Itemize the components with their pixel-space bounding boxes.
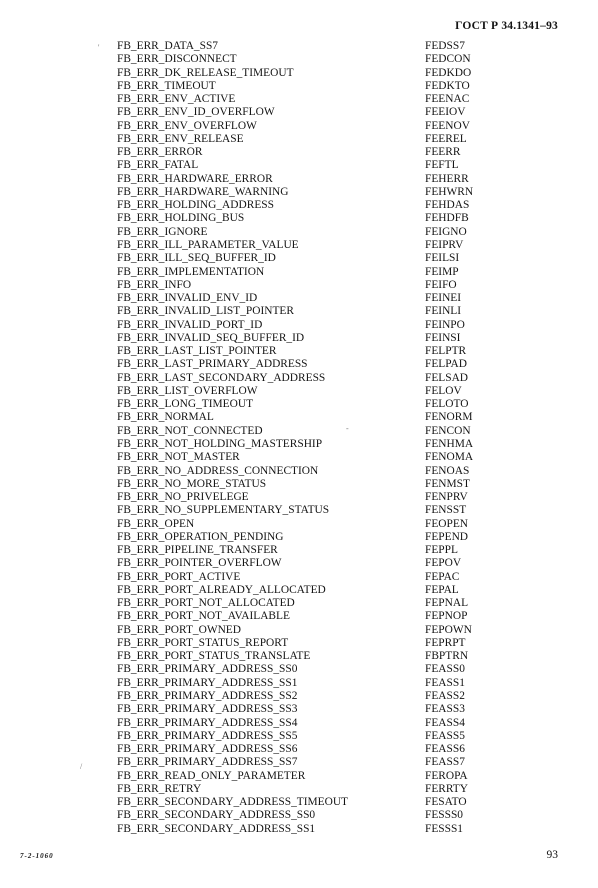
- list-item: [117, 796, 557, 809]
- error-short-code: FEASS1: [425, 676, 465, 689]
- error-short-code: FEIGNO: [425, 225, 467, 238]
- list-item: [117, 411, 557, 424]
- error-constant-name: FB_ERR_PRIMARY_ADDRESS_SS3: [117, 703, 298, 716]
- error-constant-name: FB_ERR_PORT_ALREADY_ALLOCATED: [117, 583, 326, 596]
- error-constant-name: FB_ERR_INVALID_ENV_ID: [117, 292, 258, 305]
- list-item: [117, 93, 557, 106]
- error-constant-name: FB_ERR_PRIMARY_ADDRESS_SS1: [117, 676, 298, 689]
- list-item: [117, 717, 557, 730]
- list-item: [117, 624, 557, 637]
- error-short-code: FEPPL: [425, 544, 458, 557]
- error-constant-name: FB_ERR_PORT_STATUS_TRANSLATE: [117, 650, 311, 663]
- error-short-code: FESSS0: [425, 809, 463, 822]
- list-item: [117, 226, 557, 239]
- error-constant-name: FB_ERR_ILL_SEQ_BUFFER_ID: [117, 252, 276, 265]
- error-short-code: FEASS3: [425, 703, 465, 716]
- list-item: [117, 584, 557, 597]
- error-short-code: FENSST: [425, 504, 467, 517]
- list-item: [117, 319, 557, 332]
- error-constant-name: FB_ERR_PRIMARY_ADDRESS_SS6: [117, 743, 298, 756]
- error-short-code: FELPTR: [425, 345, 467, 358]
- error-constant-name: FB_ERR_ENV_RELEASE: [117, 132, 244, 145]
- error-constant-name: FB_ERR_OPEN: [117, 517, 195, 530]
- error-constant-name: FB_ERR_IGNORE: [117, 225, 208, 238]
- list-item: [117, 292, 557, 305]
- list-item: [117, 199, 557, 212]
- error-short-code: FEROPA: [425, 769, 468, 782]
- list-item: [117, 637, 557, 650]
- error-constant-name: FB_ERR_ERROR: [117, 146, 203, 159]
- list-item: [117, 438, 557, 451]
- error-short-code: FEPAC: [425, 570, 460, 583]
- list-item: [117, 491, 557, 504]
- list-item: [117, 756, 557, 769]
- list-item: [117, 159, 557, 172]
- list-item: [117, 557, 557, 570]
- error-short-code: FEDSS7: [425, 40, 465, 52]
- error-short-code: FEIMP: [425, 265, 459, 278]
- list-item: [117, 597, 557, 610]
- list-item: [117, 358, 557, 371]
- error-constant-name: FB_ERR_NOT_HOLDING_MASTERSHIP: [117, 437, 323, 450]
- error-short-code: FESATO: [425, 796, 467, 809]
- error-constant-name: FB_ERR_NO_PRIVELEGE: [117, 491, 249, 504]
- error-short-code: FENPRV: [425, 491, 468, 504]
- list-item: [117, 106, 557, 119]
- error-constant-name: FB_ERR_TIMEOUT: [117, 79, 216, 92]
- error-short-code: FEPAL: [425, 583, 459, 596]
- list-item: [117, 266, 557, 279]
- error-constant-name: FB_ERR_INVALID_PORT_ID: [117, 318, 263, 331]
- list-item: [117, 279, 557, 292]
- error-constant-name: FB_ERR_NO_SUPPLEMENTARY_STATUS: [117, 504, 330, 517]
- error-constant-name: FB_ERR_ILL_PARAMETER_VALUE: [117, 238, 299, 251]
- list-item: [117, 212, 557, 225]
- error-short-code: FEENAC: [425, 93, 470, 106]
- error-short-code: FEIFO: [425, 278, 457, 291]
- list-item: [117, 385, 557, 398]
- error-short-code: FEDCON: [425, 53, 471, 66]
- error-short-code: FERRTY: [425, 782, 468, 795]
- error-short-code: FEASS4: [425, 716, 465, 729]
- error-short-code: FEPRPT: [425, 636, 466, 649]
- list-item: [117, 823, 557, 836]
- error-constant-name: FB_ERR_PIPELINE_TRANSFER: [117, 544, 278, 557]
- error-constant-name: FB_ERR_LAST_PRIMARY_ADDRESS: [117, 358, 308, 371]
- error-short-code: FENHMA: [425, 437, 474, 450]
- error-short-code: FEILSI: [425, 252, 460, 265]
- error-constant-name: FB_ERR_DK_RELEASE_TIMEOUT: [117, 66, 294, 79]
- scan-mark: /: [80, 762, 83, 771]
- list-item: [117, 690, 557, 703]
- error-short-code: FEHWRN: [425, 185, 474, 198]
- error-short-code: FEHDFB: [425, 212, 469, 225]
- list-item: [117, 770, 557, 783]
- scan-mark: -: [346, 424, 349, 433]
- print-code: 7-2-1060: [20, 852, 54, 860]
- error-short-code: FEIPRV: [425, 238, 464, 251]
- error-constant-name: FB_ERR_NOT_CONNECTED: [117, 424, 263, 437]
- list-item: [117, 67, 557, 80]
- error-short-code: FEDKDO: [425, 66, 472, 79]
- error-constant-name: FB_ERR_DISCONNECT: [117, 53, 237, 66]
- error-short-code: FELOTO: [425, 398, 469, 411]
- list-item: [117, 305, 557, 318]
- error-short-code: FEPNAL: [425, 597, 469, 610]
- error-constant-name: FB_ERR_LIST_OVERFLOW: [117, 384, 258, 397]
- error-short-code: FEEIOV: [425, 106, 466, 119]
- list-item: [117, 252, 557, 265]
- list-item: [117, 730, 557, 743]
- error-short-code: FEHDAS: [425, 199, 470, 212]
- error-short-code: FEHERR: [425, 172, 469, 185]
- list-item: [117, 571, 557, 584]
- list-item: [117, 465, 557, 478]
- error-short-code: FEPNOP: [425, 610, 468, 623]
- error-short-code: FENMST: [425, 477, 470, 490]
- error-short-code: FENOAS: [425, 464, 470, 477]
- error-short-code: FENCON: [425, 424, 471, 437]
- error-constant-name: FB_ERR_HOLDING_ADDRESS: [117, 199, 274, 212]
- error-short-code: FBPTRN: [425, 650, 469, 663]
- error-short-code: FEDKTO: [425, 79, 470, 92]
- error-short-code: FEINSI: [425, 331, 461, 344]
- error-constant-name: FB_ERR_PORT_OWNED: [117, 623, 241, 636]
- list-item: [117, 239, 557, 252]
- error-short-code: FEASS7: [425, 756, 465, 769]
- error-short-code: FEPOV: [425, 557, 462, 570]
- list-item: [117, 398, 557, 411]
- error-short-code: FELSAD: [425, 371, 469, 384]
- error-constant-name: FB_ERR_PORT_STATUS_REPORT: [117, 636, 289, 649]
- list-item: [117, 345, 557, 358]
- error-short-code: FEENOV: [425, 119, 470, 132]
- list-item: [117, 544, 557, 557]
- list-item: [117, 80, 557, 93]
- error-constant-name: FB_ERR_SECONDARY_ADDRESS_SS0: [117, 809, 316, 822]
- list-item: [117, 425, 557, 438]
- error-constant-name: FB_ERR_HARDWARE_WARNING: [117, 185, 289, 198]
- error-constant-name: FB_ERR_NOT_MASTER: [117, 451, 240, 464]
- error-constant-name: FB_ERR_OPERATION_PENDING: [117, 530, 284, 543]
- error-short-code: FEASS0: [425, 663, 465, 676]
- error-constant-name: FB_ERR_SECONDARY_ADDRESS_TIMEOUT: [117, 796, 349, 809]
- list-item: [117, 610, 557, 623]
- error-constant-name: FB_ERR_PRIMARY_ADDRESS_SS0: [117, 663, 298, 676]
- error-constant-name: FB_ERR_NORMAL: [117, 411, 214, 424]
- list-item: [117, 504, 557, 517]
- error-short-code: FENOMA: [425, 451, 474, 464]
- error-constant-name: FB_ERR_ENV_ACTIVE: [117, 93, 236, 106]
- error-constant-name: FB_ERR_NO_ADDRESS_CONNECTION: [117, 464, 319, 477]
- error-short-code: FEASS6: [425, 743, 465, 756]
- list-item: [117, 663, 557, 676]
- list-item: [117, 478, 557, 491]
- list-item: [117, 146, 557, 159]
- list-item: [117, 650, 557, 663]
- error-short-code: FEINEI: [425, 292, 462, 305]
- error-short-code: FEASS2: [425, 690, 465, 703]
- error-constant-name: FB_ERR_PORT_ACTIVE: [117, 570, 241, 583]
- error-short-code: FEINPO: [425, 318, 465, 331]
- error-short-code: FEASS5: [425, 729, 465, 742]
- document-standard-header: ГОСТ Р 34.1341–93: [455, 20, 558, 32]
- error-constant-name: FB_ERR_SECONDARY_ADDRESS_SS1: [117, 822, 316, 835]
- list-item: [117, 518, 557, 531]
- error-short-code: FEINLI: [425, 305, 462, 318]
- list-item: [117, 783, 557, 796]
- error-constant-name: FB_ERR_NO_MORE_STATUS: [117, 477, 267, 490]
- error-short-code: FEEREL: [425, 132, 467, 145]
- list-item: [117, 173, 557, 186]
- error-constant-name: FB_ERR_LAST_SECONDARY_ADDRESS: [117, 371, 326, 384]
- error-constant-name: FB_ERR_LAST_LIST_POINTER: [117, 345, 277, 358]
- list-item: [117, 40, 557, 53]
- error-constant-name: FB_ERR_PRIMARY_ADDRESS_SS7: [117, 756, 298, 769]
- error-constant-name: FB_ERR_POINTER_OVERFLOW: [117, 557, 282, 570]
- list-item: [117, 133, 557, 146]
- error-constant-name: FB_ERR_RETRY: [117, 782, 202, 795]
- error-short-code: FEFTL: [425, 159, 459, 172]
- error-constant-name: FB_ERR_DATA_SS7: [117, 40, 218, 52]
- error-constant-name: FB_ERR_READ_ONLY_PARAMETER: [117, 769, 306, 782]
- list-item: [117, 53, 557, 66]
- page-number: 93: [546, 849, 558, 861]
- error-short-code: FEPOWN: [425, 623, 472, 636]
- error-constant-name: FB_ERR_PRIMARY_ADDRESS_SS5: [117, 729, 298, 742]
- error-constant-name: FB_ERR_ENV_OVERFLOW: [117, 119, 257, 132]
- error-code-list: [117, 40, 557, 836]
- scan-mark: ': [98, 43, 100, 52]
- list-item: [117, 120, 557, 133]
- error-constant-name: FB_ERR_INFO: [117, 278, 192, 291]
- error-constant-name: FB_ERR_PORT_NOT_AVAILABLE: [117, 610, 290, 623]
- list-item: [117, 703, 557, 716]
- list-item: [117, 332, 557, 345]
- error-constant-name: FB_ERR_INVALID_SEQ_BUFFER_ID: [117, 331, 305, 344]
- error-constant-name: FB_ERR_PRIMARY_ADDRESS_SS2: [117, 690, 298, 703]
- error-short-code: FENORM: [425, 411, 473, 424]
- error-short-code: FEERR: [425, 146, 461, 159]
- error-constant-name: FB_ERR_ENV_ID_OVERFLOW: [117, 106, 275, 119]
- error-short-code: FEPEND: [425, 530, 469, 543]
- error-short-code: FELOV: [425, 384, 462, 397]
- list-item: [117, 743, 557, 756]
- error-constant-name: FB_ERR_INVALID_LIST_POINTER: [117, 305, 294, 318]
- list-item: [117, 451, 557, 464]
- list-item: [117, 531, 557, 544]
- error-constant-name: FB_ERR_HARDWARE_ERROR: [117, 172, 273, 185]
- error-short-code: FESSS1: [425, 822, 463, 835]
- error-constant-name: FB_ERR_IMPLEMENTATION: [117, 265, 265, 278]
- error-short-code: FELPAD: [425, 358, 467, 371]
- error-constant-name: FB_ERR_FATAL: [117, 159, 199, 172]
- list-item: [117, 677, 557, 690]
- list-item: [117, 809, 557, 822]
- error-constant-name: FB_ERR_PRIMARY_ADDRESS_SS4: [117, 716, 298, 729]
- list-item: [117, 186, 557, 199]
- list-item: [117, 372, 557, 385]
- error-constant-name: FB_ERR_PORT_NOT_ALLOCATED: [117, 597, 295, 610]
- error-constant-name: FB_ERR_LONG_TIMEOUT: [117, 398, 254, 411]
- error-constant-name: FB_ERR_HOLDING_BUS: [117, 212, 245, 225]
- error-short-code: FEOPEN: [425, 517, 469, 530]
